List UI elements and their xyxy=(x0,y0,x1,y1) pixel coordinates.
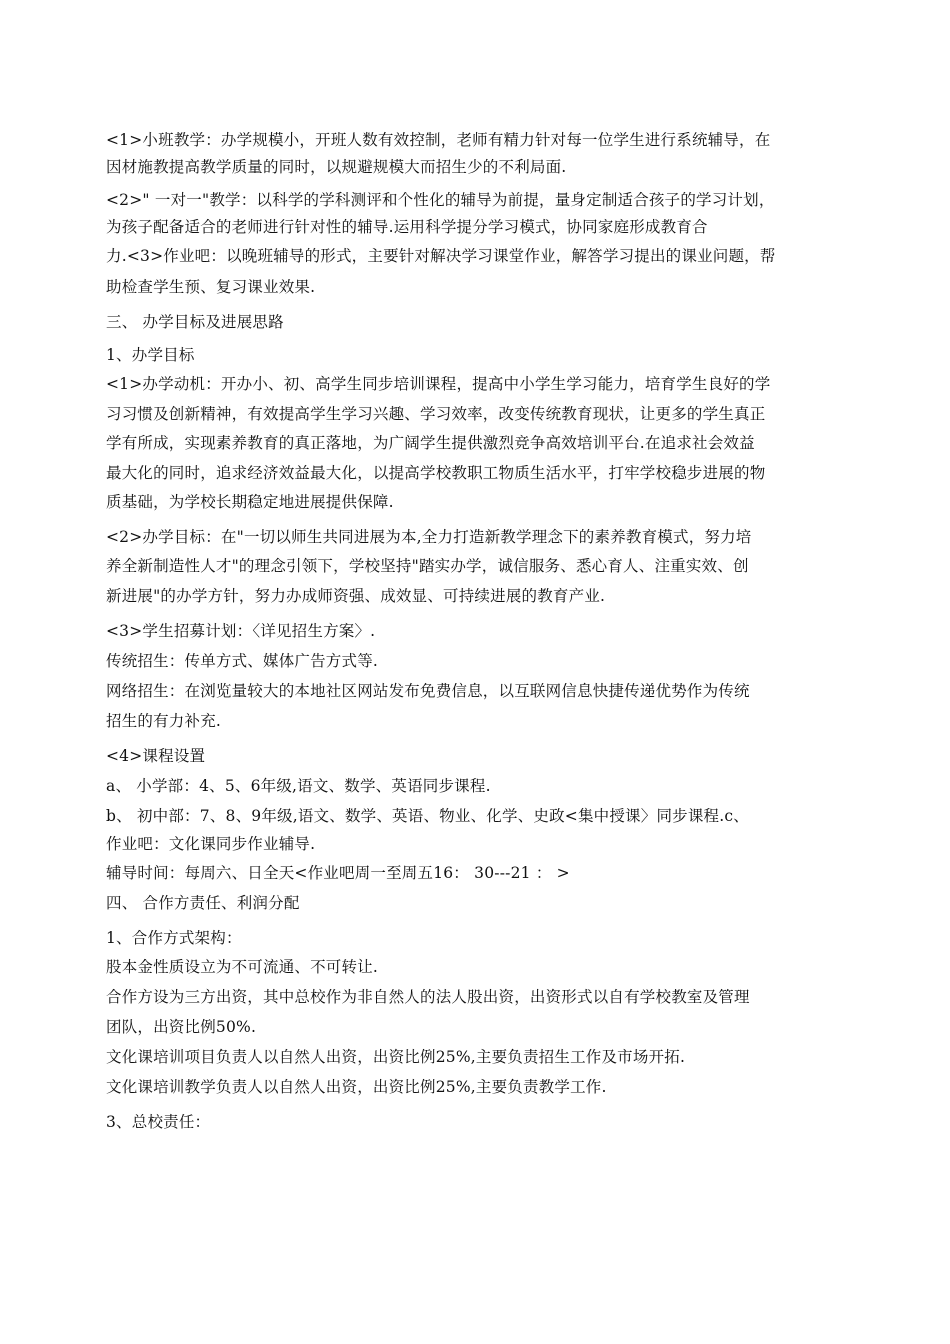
body-text-line: 招生的有力补充. xyxy=(106,712,222,730)
body-text-line: 助检查学生预、复习课业效果. xyxy=(106,278,316,296)
subsection-heading: 3、总校责任： xyxy=(106,1113,211,1131)
subsection-heading: <4>课程设置 xyxy=(106,747,206,765)
body-text-line: 传统招生：传单方式、媒体广告方式等. xyxy=(106,652,379,670)
subsection-heading: 1、合作方式架构： xyxy=(106,929,242,947)
body-text-line: 因材施教提高教学质量的同时，以规避规模大而招生少的不利局面. xyxy=(106,158,567,176)
body-text-line: b、 初中部：7、8、9年级,语文、数学、英语、物业、化学、史政<集中授课〉同步课程.c、 xyxy=(106,807,749,825)
body-text-line: 作业吧：文化课同步作业辅导. xyxy=(106,835,316,853)
body-text-line: 学有所成，实现素养教育的真正落地，为广阔学生提供激烈竞争高效培训平台.在追求社会效益 xyxy=(106,434,755,452)
body-text-line: a、 小学部：4、5、6年级,语文、数学、英语同步课程. xyxy=(106,777,491,795)
body-text-line: 文化课培训项目负责人以自然人出资，出资比例25%,主要负责招生工作及市场开拓. xyxy=(106,1048,686,1066)
body-text-line: <1>办学动机：开办小、初、高学生同步培训课程，提高中小学生学习能力，培育学生良好的学 xyxy=(106,375,771,393)
body-text-line: <3>学生招募计划：〈详见招生方案〉. xyxy=(106,622,376,640)
body-text-line: 文化课培训教学负责人以自然人出资，出资比例25%,主要负责教学工作. xyxy=(106,1078,607,1096)
body-text-line: <2>" 一对一"教学：以科学的学科测评和个性化的辅导为前提，量身定制适合孩子的学习计划， xyxy=(106,191,775,209)
body-text-line: 养全新制造性人才"的理念引领下，学校坚持"踏实办学，诚信服务、悉心育人、注重实效、创 xyxy=(106,557,749,575)
body-text-line: 辅导时间：每周六、日全天<作业吧周一至周五16： 30---21 ： > xyxy=(106,864,570,882)
body-text-line: <2>办学目标：在"一切以师生共同进展为本,全力打造新教学理念下的素养教育模式，努力培 xyxy=(106,528,752,546)
body-text-line: 合作方设为三方出资，其中总校作为非自然人的法人股出资，出资形式以自有学校教室及管理 xyxy=(106,988,750,1006)
body-text-line: 为孩子配备适合的老师进行针对性的辅导.运用科学提分学习模式，协同家庭形成教育合 xyxy=(106,218,708,236)
body-text-line: 股本金性质设立为不可流通、不可转让. xyxy=(106,958,379,976)
body-text-line: 新进展"的办学方针，努力办成师资强、成效显、可持续进展的教育产业. xyxy=(106,587,606,605)
section-heading: 三、 办学目标及进展思路 xyxy=(106,313,284,331)
body-text-line: 习习惯及创新精神，有效提高学生学习兴趣、学习效率，改变传统教育现状，让更多的学生真正 xyxy=(106,405,766,423)
body-text-line: 团队，出资比例50%. xyxy=(106,1018,257,1036)
body-text-line: 质基础，为学校长期稳定地进展提供保障. xyxy=(106,493,394,511)
section-heading: 四、 合作方责任、利润分配 xyxy=(106,894,300,912)
subsection-heading: 1、办学目标 xyxy=(106,346,195,364)
body-text-line: 最大化的同时，追求经济效益最大化，以提高学校教职工物质生活水平，打牢学校稳步进展的物 xyxy=(106,464,766,482)
body-text-line: <1>小班教学：办学规模小，开班人数有效控制，老师有精力针对每一位学生进行系统辅导，在 xyxy=(106,131,771,149)
body-text-line: 力.<3>作业吧：以晚班辅导的形式，主要针对解决学习课堂作业，解答学习提出的课业问题，帮 xyxy=(106,247,776,265)
body-text-line: 网络招生：在浏览量较大的本地社区网站发布免费信息，以互联网信息快捷传递优势作为传统 xyxy=(106,682,750,700)
